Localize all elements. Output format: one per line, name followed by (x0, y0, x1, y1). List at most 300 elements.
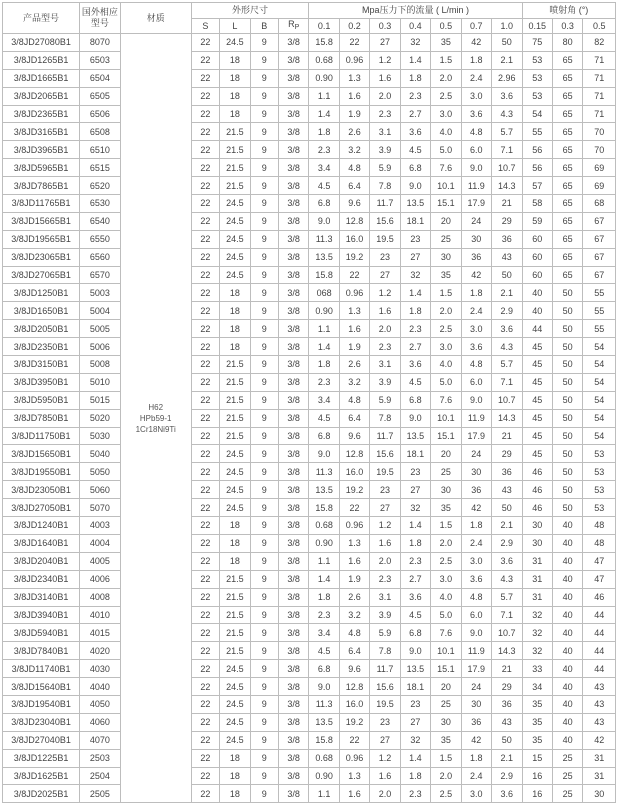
table-row (3, 230, 616, 248)
table-cell: 3/8JD3140B1 (3, 588, 80, 606)
table-row (3, 534, 616, 552)
table-cell: 65 (552, 266, 582, 284)
table-cell: 3/8 (278, 123, 308, 141)
table-cell: 65 (552, 69, 582, 87)
table-cell: 2.96 (492, 69, 523, 87)
table-cell: 1.8 (461, 284, 491, 302)
table-cell: 1.4 (309, 338, 339, 356)
table-cell: 44 (583, 624, 616, 642)
table-cell: 40 (552, 713, 582, 731)
table-cell: 1.6 (370, 302, 400, 320)
table-cell: 11.9 (461, 177, 491, 195)
table-cell: 3/8JD2050B1 (3, 320, 80, 338)
table-cell: 4005 (80, 552, 121, 570)
table-cell: 4.8 (339, 159, 369, 177)
table-cell: 30 (522, 517, 552, 535)
table-cell: 5.9 (370, 624, 400, 642)
table-cell: 9 (250, 552, 278, 570)
table-cell: 15.6 (370, 678, 400, 696)
table-cell: 1.3 (339, 534, 369, 552)
table-cell: 22 (191, 373, 219, 391)
table-cell: 4.5 (309, 177, 339, 195)
table-cell: 3/8 (278, 177, 308, 195)
table-cell: 22 (339, 731, 369, 749)
table-cell: 36 (461, 481, 491, 499)
table-cell: 22 (339, 499, 369, 517)
table-cell: 1.4 (309, 570, 339, 588)
table-row (3, 785, 616, 803)
table-row (3, 642, 616, 660)
table-cell: 30 (431, 481, 461, 499)
table-cell: 60 (522, 248, 552, 266)
table-cell: 3/8 (278, 624, 308, 642)
table-cell: 9 (250, 534, 278, 552)
table-cell: 44 (522, 320, 552, 338)
table-cell: 43 (583, 678, 616, 696)
table-cell: 11.7 (370, 195, 400, 213)
table-cell: 3/8JD11750B1 (3, 427, 80, 445)
table-cell: 23 (370, 248, 400, 266)
table-cell: 65 (552, 105, 582, 123)
table-cell: 3/8JD23040B1 (3, 713, 80, 731)
table-cell: 18 (220, 338, 250, 356)
table-cell: 19.5 (370, 695, 400, 713)
table-row (3, 248, 616, 266)
table-row (3, 678, 616, 696)
table-cell: 21 (492, 427, 523, 445)
table-cell: 22 (191, 248, 219, 266)
table-cell: 3/8 (278, 266, 308, 284)
table-cell: 21.5 (220, 588, 250, 606)
table-cell: 2.1 (492, 749, 523, 767)
table-cell: 9 (250, 356, 278, 374)
table-cell: 18 (220, 320, 250, 338)
table-cell: 4015 (80, 624, 121, 642)
table-cell: 13.5 (309, 713, 339, 731)
table-cell: 24.5 (220, 713, 250, 731)
table-cell: 27 (400, 713, 430, 731)
table-cell: 22 (191, 391, 219, 409)
table-cell: 3/8 (278, 427, 308, 445)
table-cell: 0.90 (309, 302, 339, 320)
table-cell: 35 (522, 731, 552, 749)
table-cell: 9 (250, 338, 278, 356)
table-cell: 2.7 (400, 338, 430, 356)
table-cell: 1.3 (339, 767, 369, 785)
table-cell: 32 (400, 266, 430, 284)
table-cell: 42 (461, 266, 491, 284)
table-cell: 12.8 (339, 678, 369, 696)
table-cell: 6.8 (309, 195, 339, 213)
nozzle-spec-table (2, 2, 616, 803)
table-cell: 11.3 (309, 230, 339, 248)
table-cell: 13.5 (309, 248, 339, 266)
table-cell: 4060 (80, 713, 121, 731)
table-cell: 29 (492, 445, 523, 463)
table-cell: 3/8 (278, 356, 308, 374)
table-cell: 46 (522, 463, 552, 481)
table-row (3, 34, 616, 52)
table-cell: 7.6 (431, 391, 461, 409)
table-cell: 3/8 (278, 338, 308, 356)
table-cell: 1.8 (461, 517, 491, 535)
table-cell: 3/8JD1625B1 (3, 767, 80, 785)
table-cell: 0.68 (309, 517, 339, 535)
header-flow-0-7: 0.7 (461, 19, 491, 34)
table-cell: 33 (522, 660, 552, 678)
table-cell: 24.5 (220, 248, 250, 266)
table-cell: 11.9 (461, 642, 491, 660)
table-cell: 48 (583, 517, 616, 535)
table-cell: 3/8 (278, 105, 308, 123)
table-cell: 45 (522, 427, 552, 445)
table-cell: 31 (522, 552, 552, 570)
table-cell: 4010 (80, 606, 121, 624)
table-cell: 53 (583, 445, 616, 463)
table-cell: 25 (431, 463, 461, 481)
table-cell: 4.5 (309, 409, 339, 427)
table-cell: 1.5 (431, 749, 461, 767)
header-dim-rp (278, 19, 308, 34)
table-cell: 67 (583, 266, 616, 284)
table-cell: 11.9 (461, 409, 491, 427)
table-row (3, 517, 616, 535)
table-row (3, 320, 616, 338)
header-dim-l: L (220, 19, 250, 34)
table-cell: 50 (552, 409, 582, 427)
table-cell: 40 (522, 284, 552, 302)
table-cell: 3/8 (278, 570, 308, 588)
table-cell: 3.6 (400, 356, 430, 374)
table-row (3, 731, 616, 749)
table-cell: 3.6 (492, 552, 523, 570)
table-cell: 22 (191, 570, 219, 588)
table-cell: 3/8 (278, 320, 308, 338)
table-cell: 10.1 (431, 177, 461, 195)
table-cell: 60 (522, 266, 552, 284)
spec-table-container (2, 2, 616, 803)
table-cell: 3/8 (278, 749, 308, 767)
table-cell: 24 (461, 678, 491, 696)
material-line: H62 (148, 402, 164, 412)
table-cell: 23 (400, 695, 430, 713)
header-flow-0-2: 0.2 (339, 19, 369, 34)
table-cell: 3/8JD15650B1 (3, 445, 80, 463)
table-cell: 54 (583, 338, 616, 356)
table-cell: 2.4 (461, 767, 491, 785)
table-cell: 2.3 (400, 785, 430, 803)
table-cell: 82 (583, 34, 616, 52)
table-cell: 0.90 (309, 69, 339, 87)
table-cell: 2504 (80, 767, 121, 785)
table-cell: 22 (191, 320, 219, 338)
table-cell: 65 (552, 141, 582, 159)
table-cell: 22 (191, 34, 219, 52)
table-cell: 3/8JD2340B1 (3, 570, 80, 588)
table-row (3, 570, 616, 588)
table-cell: 50 (552, 356, 582, 374)
table-cell: 71 (583, 69, 616, 87)
table-cell: 24 (461, 445, 491, 463)
table-cell: 1.9 (339, 338, 369, 356)
table-cell: 21.5 (220, 624, 250, 642)
table-cell: 21.5 (220, 570, 250, 588)
table-cell: 53 (583, 481, 616, 499)
table-cell: 27 (370, 499, 400, 517)
table-cell: 3.6 (492, 785, 523, 803)
table-cell: 22 (191, 409, 219, 427)
table-cell: 1.2 (370, 749, 400, 767)
table-row (3, 624, 616, 642)
table-cell: 24.5 (220, 660, 250, 678)
table-cell: 6570 (80, 266, 121, 284)
header-material: 材质 (120, 3, 191, 34)
table-cell: 22 (191, 195, 219, 213)
table-row (3, 141, 616, 159)
table-cell: 9 (250, 195, 278, 213)
table-cell: 50 (552, 320, 582, 338)
table-cell: 3/8JD19565B1 (3, 230, 80, 248)
table-cell: 2.0 (431, 534, 461, 552)
table-cell: 11.7 (370, 660, 400, 678)
table-cell: 67 (583, 248, 616, 266)
material-line: 1Cr18Ni9Ti (135, 424, 176, 434)
table-cell: 58 (522, 195, 552, 213)
table-cell: 5.7 (492, 588, 523, 606)
table-row (3, 427, 616, 445)
table-cell: 1.5 (431, 284, 461, 302)
table-row (3, 51, 616, 69)
table-cell: 4.3 (492, 570, 523, 588)
table-cell: 65 (552, 87, 582, 105)
table-cell: 9 (250, 34, 278, 52)
table-cell: 75 (522, 34, 552, 52)
table-cell: 40 (552, 552, 582, 570)
table-cell: 3/8JD1250B1 (3, 284, 80, 302)
table-cell: 21.5 (220, 356, 250, 374)
table-cell: 46 (522, 499, 552, 517)
table-row (3, 695, 616, 713)
table-cell: 11.3 (309, 463, 339, 481)
table-cell: 22 (191, 159, 219, 177)
table-cell: 3/8JD2350B1 (3, 338, 80, 356)
table-cell: 5008 (80, 356, 121, 374)
table-cell: 7.1 (492, 606, 523, 624)
table-cell: 36 (492, 695, 523, 713)
table-cell: 6560 (80, 248, 121, 266)
header-dim-p-subscript: P (294, 24, 300, 31)
table-row (3, 445, 616, 463)
table-cell: 1.5 (431, 51, 461, 69)
table-cell: 2.4 (461, 69, 491, 87)
table-cell: 65 (552, 248, 582, 266)
table-cell: 4040 (80, 678, 121, 696)
table-cell: 0.96 (339, 284, 369, 302)
table-cell: 3.4 (309, 391, 339, 409)
table-cell: 5015 (80, 391, 121, 409)
table-cell: 3/8JD1225B1 (3, 749, 80, 767)
table-cell: 3/8JD23065B1 (3, 248, 80, 266)
header-flow-0-4: 0.4 (400, 19, 430, 34)
table-cell: 3.1 (370, 356, 400, 374)
table-cell: 24.5 (220, 445, 250, 463)
table-cell: 1.9 (339, 105, 369, 123)
table-cell: 6.8 (400, 624, 430, 642)
table-cell: 4.0 (431, 588, 461, 606)
table-cell: 2.5 (431, 320, 461, 338)
table-cell: 0.96 (339, 51, 369, 69)
table-cell: 40 (552, 695, 582, 713)
table-cell: 3/8 (278, 34, 308, 52)
table-cell: 40 (552, 534, 582, 552)
table-cell: 14.3 (492, 642, 523, 660)
material-line: HPb59-1 (139, 413, 172, 423)
table-cell: 2.3 (400, 552, 430, 570)
table-cell: 3/8 (278, 642, 308, 660)
table-cell: 3/8JD3165B1 (3, 123, 80, 141)
material-cell (120, 34, 191, 803)
table-cell: 2.0 (370, 87, 400, 105)
table-cell: 9 (250, 713, 278, 731)
table-cell: 53 (583, 463, 616, 481)
table-cell: 9 (250, 588, 278, 606)
table-cell: 2.1 (492, 51, 523, 69)
table-cell: 22 (191, 266, 219, 284)
table-cell: 9 (250, 391, 278, 409)
table-cell: 6.0 (461, 373, 491, 391)
table-cell: 36 (492, 230, 523, 248)
table-cell: 40 (552, 731, 582, 749)
table-cell: 24.5 (220, 34, 250, 52)
table-cell: 3/8JD1665B1 (3, 69, 80, 87)
table-cell: 9.0 (461, 159, 491, 177)
table-cell: 19.5 (370, 463, 400, 481)
table-cell: 1.6 (339, 87, 369, 105)
table-cell: 5004 (80, 302, 121, 320)
table-cell: 23 (370, 481, 400, 499)
table-cell: 65 (552, 51, 582, 69)
table-row (3, 749, 616, 767)
table-cell: 8070 (80, 34, 121, 52)
table-cell: 3/8 (278, 660, 308, 678)
table-cell: 18 (220, 749, 250, 767)
table-cell: 2505 (80, 785, 121, 803)
table-cell: 31 (583, 767, 616, 785)
table-cell: 44 (583, 606, 616, 624)
table-row (3, 588, 616, 606)
table-cell: 2.9 (492, 767, 523, 785)
table-cell: 16 (522, 785, 552, 803)
table-cell: 35 (431, 499, 461, 517)
table-row (3, 409, 616, 427)
table-cell: 6506 (80, 105, 121, 123)
table-cell: 35 (431, 731, 461, 749)
table-cell: 59 (522, 212, 552, 230)
table-cell: 3.6 (461, 105, 491, 123)
table-cell: 5050 (80, 463, 121, 481)
table-cell: 40 (552, 606, 582, 624)
table-cell: 27 (370, 266, 400, 284)
table-cell: 9.0 (400, 177, 430, 195)
table-cell: 6503 (80, 51, 121, 69)
table-cell: 5.9 (370, 159, 400, 177)
header-flow-1-0: 1.0 (492, 19, 523, 34)
table-cell: 40 (552, 642, 582, 660)
table-cell: 6.4 (339, 642, 369, 660)
table-cell: 22 (191, 123, 219, 141)
table-cell: 9.0 (400, 642, 430, 660)
table-cell: 30 (461, 463, 491, 481)
table-cell: 21.5 (220, 159, 250, 177)
table-cell: 4030 (80, 660, 121, 678)
table-cell: 2.0 (370, 785, 400, 803)
table-row (3, 266, 616, 284)
header-dim-b: B (250, 19, 278, 34)
table-cell: 3.6 (461, 570, 491, 588)
table-row (3, 338, 616, 356)
table-cell: 11.7 (370, 427, 400, 445)
table-cell: 67 (583, 230, 616, 248)
table-cell: 30 (431, 713, 461, 731)
table-cell: 3.9 (370, 141, 400, 159)
table-row (3, 481, 616, 499)
table-cell: 6515 (80, 159, 121, 177)
table-cell: 9.6 (339, 660, 369, 678)
table-cell: 4050 (80, 695, 121, 713)
table-cell: 50 (492, 731, 523, 749)
table-cell: 22 (191, 678, 219, 696)
table-cell: 12.8 (339, 212, 369, 230)
table-cell: 1.1 (309, 320, 339, 338)
table-cell: 16.0 (339, 230, 369, 248)
table-cell: 6.4 (339, 177, 369, 195)
table-cell: 18 (220, 284, 250, 302)
table-cell: 2.7 (400, 105, 430, 123)
table-cell: 56 (522, 159, 552, 177)
header-angle-0-5: 0.5 (583, 19, 616, 34)
table-cell: 3/8 (278, 445, 308, 463)
table-cell: 9 (250, 678, 278, 696)
table-cell: 4070 (80, 731, 121, 749)
table-cell: 0.90 (309, 767, 339, 785)
table-cell: 3/8JD5950B1 (3, 391, 80, 409)
table-cell: 30 (583, 785, 616, 803)
table-cell: 9 (250, 320, 278, 338)
table-cell: 24.5 (220, 463, 250, 481)
table-cell: 3.0 (431, 105, 461, 123)
table-cell: 10.7 (492, 391, 523, 409)
table-cell: 15.6 (370, 445, 400, 463)
table-cell: 14.3 (492, 409, 523, 427)
table-cell: 29 (492, 678, 523, 696)
header-angle-0-15: 0.15 (522, 19, 552, 34)
table-cell: 3.1 (370, 588, 400, 606)
table-cell: 3/8 (278, 678, 308, 696)
table-cell: 6510 (80, 141, 121, 159)
table-cell: 3.6 (492, 87, 523, 105)
table-cell: 43 (492, 481, 523, 499)
table-cell: 24.5 (220, 678, 250, 696)
table-cell: 5.9 (370, 391, 400, 409)
table-cell: 55 (583, 320, 616, 338)
table-cell: 25 (552, 785, 582, 803)
table-row (3, 463, 616, 481)
table-cell: 22 (191, 338, 219, 356)
table-cell: 54 (522, 105, 552, 123)
table-cell: 1.3 (339, 302, 369, 320)
table-cell: 3/8 (278, 195, 308, 213)
table-cell: 22 (339, 34, 369, 52)
